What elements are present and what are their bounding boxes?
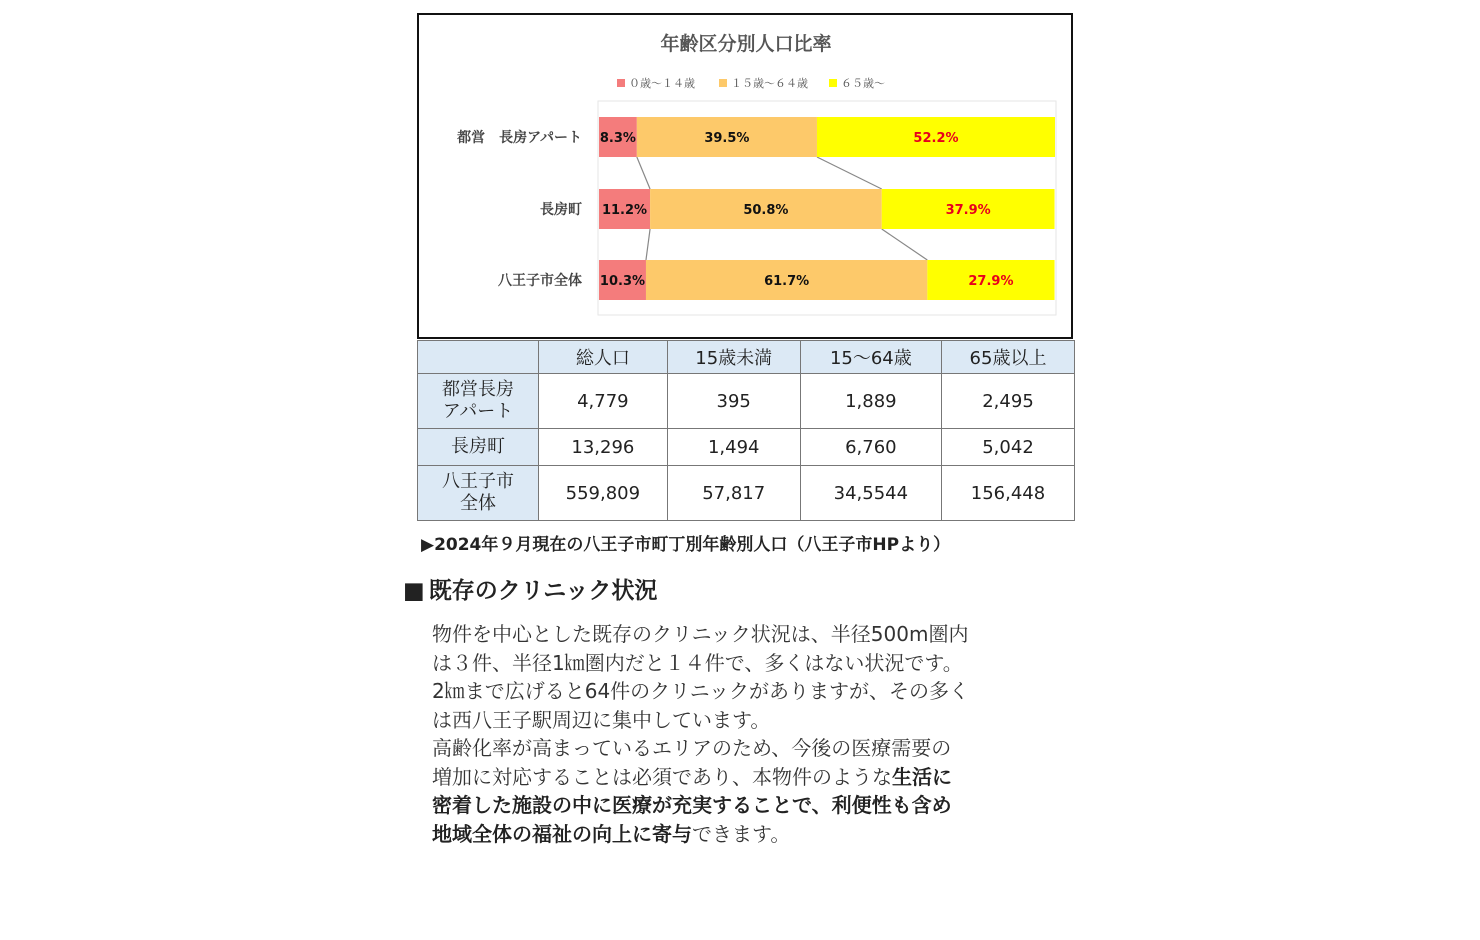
- row-label: 八王子市 全体: [418, 466, 539, 521]
- population-table: [417, 340, 1075, 521]
- data-label: 50.8%: [743, 203, 789, 218]
- category-label: 八王子市全体: [498, 273, 582, 289]
- table-header-cell: 15歳未満: [667, 341, 800, 374]
- body-line: [432, 791, 1082, 820]
- table-header-row: [418, 341, 1075, 374]
- table-cell: 395: [667, 374, 800, 429]
- table-row: [418, 374, 1075, 429]
- emphasis-text: 密着した施設の中に医療が充実することで、利便性も含め: [432, 793, 952, 817]
- table-cell: 2,495: [942, 374, 1075, 429]
- table-cell: 6,760: [800, 429, 941, 466]
- data-label: 52.2%: [913, 131, 959, 146]
- emphasis-text: 生活に: [892, 764, 952, 789]
- row-label: 長房町: [418, 429, 539, 466]
- table-cell: 13,296: [539, 429, 668, 466]
- stacked-bar-chart: [419, 15, 1073, 337]
- data-label: 37.9%: [945, 203, 991, 218]
- data-label: 8.3%: [599, 131, 636, 146]
- section-heading: [403, 572, 657, 605]
- legend-label: １５歳～６４歳: [731, 77, 808, 90]
- legend-label: ６５歳～: [841, 77, 885, 90]
- category-label: 長房町: [540, 202, 582, 218]
- series-line: [646, 229, 650, 260]
- chart-container: [417, 13, 1073, 339]
- chart-legend: [617, 76, 885, 90]
- data-label: 61.7%: [764, 274, 810, 289]
- data-label: 39.5%: [704, 131, 750, 146]
- data-label: 10.3%: [599, 274, 646, 289]
- source-note: ▶2024年９月現在の八王子市町丁別年齢別人口（八王子市HPより）: [421, 535, 951, 555]
- table-cell: 34,5544: [800, 466, 941, 521]
- row-label: 都営長房 アパート: [418, 374, 539, 429]
- body-line: は３件、半径1㎞圏内だと１４件で、多くはない状況です。: [432, 650, 963, 675]
- body-line: 地域全体の福祉の向上に寄与できます。: [432, 821, 791, 846]
- table-cell: 5,042: [942, 429, 1075, 466]
- series-line: [637, 157, 650, 189]
- series-line: [817, 157, 882, 189]
- legend-swatch: [719, 79, 727, 87]
- table-header-cell: 65歳以上: [942, 341, 1075, 374]
- chart-title: 年齢区分別人口比率: [660, 33, 832, 55]
- body-line: は西八王子駅周辺に集中しています。: [432, 707, 771, 732]
- data-label: 11.2%: [601, 203, 648, 218]
- series-line: [882, 229, 928, 260]
- category-labels: [456, 129, 582, 289]
- legend-label: ０歳～１４歳: [629, 77, 695, 90]
- table-header-cell: [418, 341, 539, 374]
- table-cell: 156,448: [942, 466, 1075, 521]
- emphasis-text: 地域全体の福祉の向上に寄与: [432, 821, 692, 846]
- table-row: [418, 466, 1075, 521]
- legend-swatch: [617, 79, 625, 87]
- bar-group: [599, 117, 1055, 300]
- table-cell: 1,494: [667, 429, 800, 466]
- category-label: 都営 長房アパート: [457, 130, 582, 146]
- table-cell: 57,817: [667, 466, 800, 521]
- table-cell: 4,779: [539, 374, 668, 429]
- legend-swatch: [829, 79, 837, 87]
- table-cell: 1,889: [800, 374, 941, 429]
- section-body: [432, 620, 1082, 848]
- table-row: [418, 429, 1075, 466]
- body-line: 高齢化率が高まっているエリアのため、今後の医療需要の: [432, 736, 952, 760]
- body-line: 2㎞まで広げると64件のクリニックがありますが、その多く: [432, 679, 969, 703]
- data-label: 27.9%: [968, 274, 1014, 289]
- section-title: 既存のクリニック状況: [428, 578, 658, 604]
- table-header-cell: 総人口: [539, 341, 668, 374]
- table-cell: 559,809: [539, 466, 668, 521]
- table-header-cell: 15～64歳: [800, 341, 941, 374]
- body-line: 増加に対応することは必須であり、本物件のような生活に: [432, 764, 952, 789]
- square-bullet-icon: ■: [403, 578, 425, 604]
- body-line: 物件を中心とした既存のクリニック状況は、半径500m圏内: [432, 622, 969, 646]
